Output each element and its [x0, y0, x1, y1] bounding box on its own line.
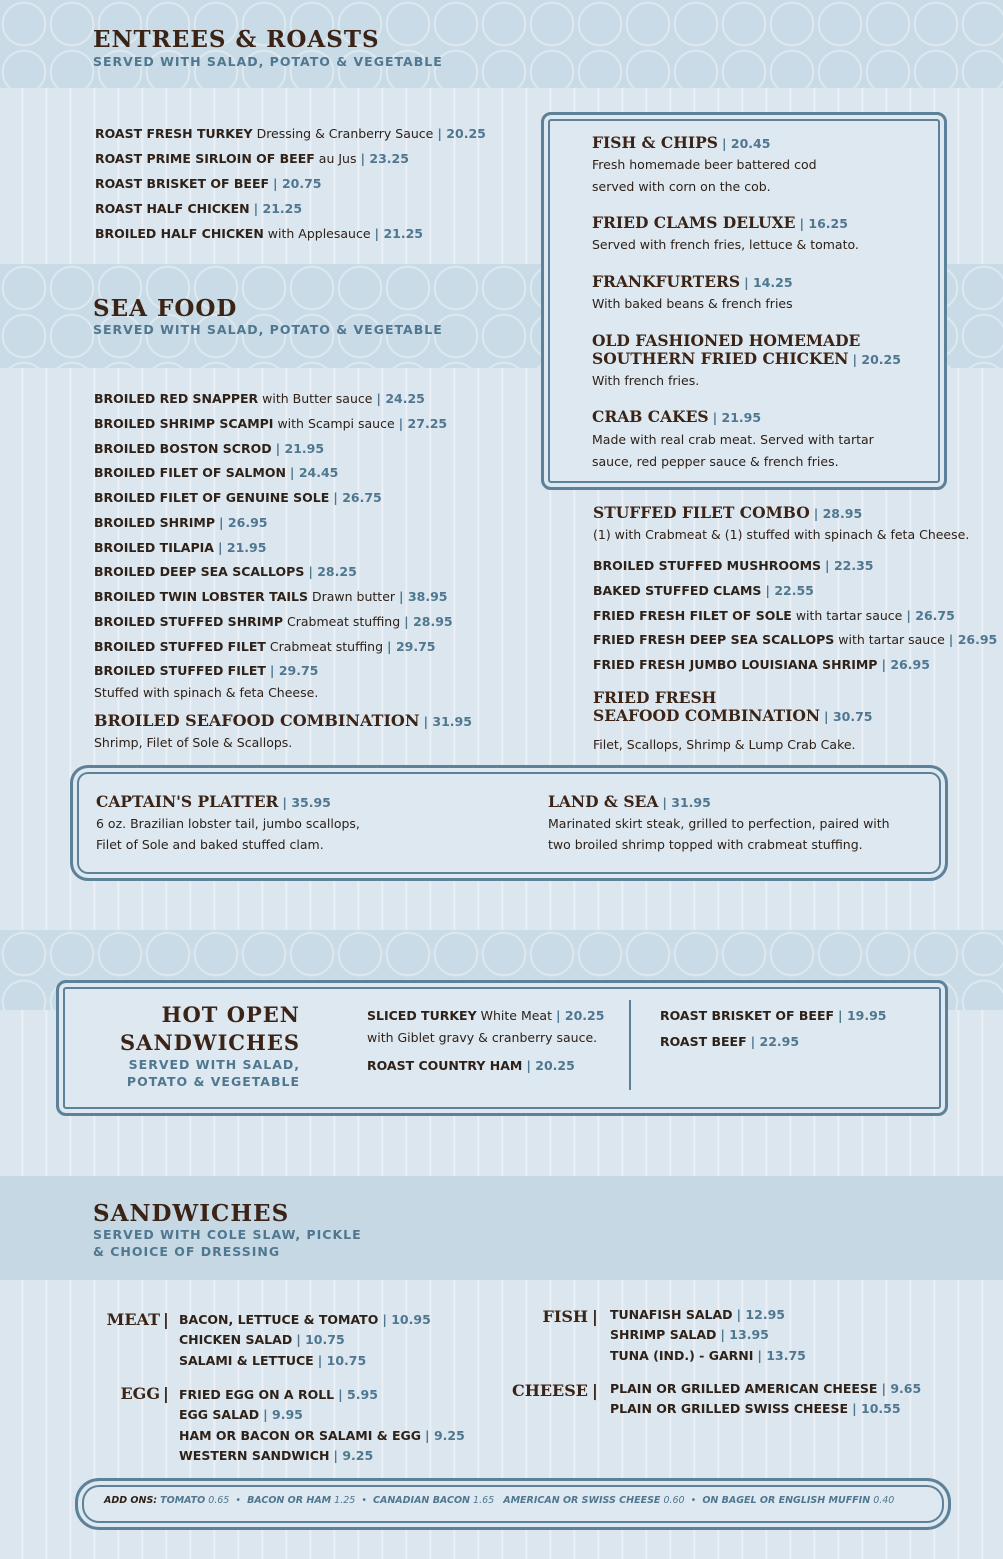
item-name: ROAST HALF CHICKEN	[95, 201, 250, 216]
item-price: | 10.75	[317, 1353, 367, 1368]
item-price: | 21.95	[217, 540, 267, 555]
featured-title: OLD FASHIONED HOMEMADE	[592, 331, 861, 350]
group-separator: |	[163, 1384, 169, 1403]
item-price: | 23.25	[360, 151, 409, 166]
item-name: BROILED SHRIMP SCAMPI	[94, 416, 274, 431]
item-name: HAM OR BACON OR SALAMI & EGG	[179, 1428, 422, 1443]
item-desc: Crabmeat stuffing	[269, 639, 384, 654]
combo-title: SEAFOOD COMBINATION	[593, 706, 821, 725]
featured-desc: Fresh homemade beer battered cod	[592, 157, 817, 172]
item-price: | 9.65	[881, 1381, 922, 1396]
item-desc: Drawn butter	[312, 589, 396, 604]
item-price: | 12.95	[736, 1307, 785, 1322]
list-item	[179, 1353, 366, 1368]
item-name: BAKED STUFFED CLAMS	[593, 583, 762, 598]
addons-label: ADD ONS:	[104, 1495, 158, 1506]
featured-item	[592, 213, 848, 232]
item-price: | 5.95	[338, 1387, 378, 1402]
group-label-meat: MEAT	[106, 1310, 160, 1329]
item-price: | 10.55	[852, 1401, 901, 1416]
combo-price: | 28.95	[813, 506, 863, 521]
list-item	[593, 558, 874, 573]
list-item	[179, 1332, 345, 1347]
list-item	[593, 583, 814, 598]
item-price: | 26.75	[906, 608, 955, 623]
item-price: | 24.45	[289, 465, 339, 480]
item-name: BROILED FILET OF SALMON	[94, 465, 286, 480]
item-name: SHRIMP SALAD	[610, 1327, 717, 1342]
group-label-egg: EGG	[120, 1384, 160, 1403]
item-price: | 28.25	[308, 564, 357, 579]
addons-line: ADD ONS: TOMATO 0.65 • BACON OR HAM 1.25 • CANADIAN BACON 1.65 AMERICAN OR SWISS CHEESE 0.60 • ON BAGEL OR ENGLISH MUFFIN 0.40	[104, 1495, 895, 1506]
featured-item	[592, 407, 761, 426]
item-price: | 20.25	[555, 1008, 605, 1023]
item-price: | 22.95	[750, 1034, 800, 1049]
item-name: BROILED TWIN LOBSTER TAILS	[94, 589, 309, 604]
item-desc: with tartar sauce	[838, 632, 945, 647]
item-price: | 9.25	[333, 1448, 374, 1463]
platter-desc: 6 oz. Brazilian lobster tail, jumbo scallops,	[96, 816, 360, 831]
item-price: | 20.75	[273, 176, 322, 191]
addon-price: 0.60	[663, 1495, 685, 1506]
item-name: CHICKEN SALAD	[179, 1332, 293, 1347]
entrees-title: ENTREES & ROASTS	[93, 26, 380, 53]
list-item	[95, 151, 409, 166]
platter-title: LAND & SEA	[548, 792, 659, 811]
item-price: | 21.95	[275, 441, 325, 456]
list-item	[610, 1327, 769, 1342]
sandwiches-title: SANDWICHES	[93, 1200, 290, 1227]
item-name: FRIED FRESH FILET OF SOLE	[593, 608, 792, 623]
item-price: | 29.75	[269, 663, 319, 678]
seafood-title: SEA FOOD	[93, 295, 238, 322]
item-name: BROILED STUFFED FILET	[94, 639, 266, 654]
item-name: FRIED EGG ON A ROLL	[179, 1387, 335, 1402]
hot-open-title: HOT OPEN	[161, 1002, 300, 1027]
list-item	[610, 1381, 921, 1396]
fried-combo-title	[593, 688, 716, 707]
list-item	[660, 1034, 799, 1049]
item-name: ROAST COUNTRY HAM	[367, 1058, 523, 1073]
item-price: | 20.25	[526, 1058, 575, 1073]
featured-price: | 20.45	[721, 136, 771, 151]
featured-price: | 21.95	[712, 410, 762, 425]
list-item	[95, 176, 322, 191]
platter-desc: two broiled shrimp topped with crabmeat stuffing.	[548, 837, 863, 852]
list-item	[367, 1008, 604, 1023]
featured-desc: With french fries.	[592, 373, 700, 388]
item-price: | 26.75	[333, 490, 382, 505]
combo-title: BROILED SEAFOOD COMBINATION	[94, 711, 420, 730]
item-price: | 24.25	[376, 391, 425, 406]
item-name: ROAST BEEF	[660, 1034, 747, 1049]
list-item	[179, 1312, 431, 1327]
item-price: | 20.25	[437, 126, 486, 141]
stuffed-filet-combo	[593, 503, 862, 522]
seafood-subtitle: SERVED WITH SALAD, POTATO & VEGETABLE	[93, 322, 443, 337]
item-name: BROILED STUFFED FILET	[94, 663, 266, 678]
item-name: ROAST PRIME SIRLOIN OF BEEF	[95, 151, 315, 166]
combo-title: FRIED FRESH	[593, 688, 717, 707]
featured-item	[592, 272, 793, 291]
item-name: FRIED FRESH DEEP SEA SCALLOPS	[593, 632, 835, 647]
item-desc: with Scampi sauce	[277, 416, 395, 431]
featured-price: | 20.25	[852, 352, 901, 367]
item-desc: White Meat	[480, 1008, 552, 1023]
list-item	[94, 589, 448, 604]
item-desc: Dressing & Cranberry Sauce	[256, 126, 434, 141]
item-name: BROILED BOSTON SCROD	[94, 441, 272, 456]
featured-price: | 14.25	[744, 275, 793, 290]
list-item	[95, 201, 302, 216]
addon-price: 1.65	[473, 1495, 495, 1506]
featured-desc: served with corn on the cob.	[592, 179, 771, 194]
featured-title: CRAB CAKES	[592, 407, 709, 426]
hot-open-subtitle: SERVED WITH SALAD,	[128, 1057, 300, 1072]
list-item	[593, 657, 930, 672]
fried-combo-title	[593, 706, 872, 725]
featured-item	[592, 133, 770, 152]
item-name: BROILED DEEP SEA SCALLOPS	[94, 564, 305, 579]
list-item	[610, 1401, 901, 1416]
hot-open-title: SANDWICHES	[120, 1030, 300, 1055]
list-item	[94, 515, 267, 530]
list-item	[179, 1387, 378, 1402]
featured-item	[592, 331, 860, 350]
item-name: ROAST FRESH TURKEY	[95, 126, 253, 141]
item-price: | 22.35	[825, 558, 874, 573]
list-item	[94, 663, 318, 678]
item-price: | 13.95	[720, 1327, 769, 1342]
list-item	[94, 564, 357, 579]
combo-title: STUFFED FILET COMBO	[593, 503, 810, 522]
addon-name: AMERICAN OR SWISS CHEESE	[503, 1495, 661, 1506]
featured-title: SOUTHERN FRIED CHICKEN	[592, 349, 849, 368]
item-name: TUNAFISH SALAD	[610, 1307, 733, 1322]
item-price: | 28.95	[404, 614, 453, 629]
list-item	[95, 226, 423, 241]
platter-item	[96, 792, 331, 811]
list-item	[593, 608, 955, 623]
featured-title: FISH & CHIPS	[592, 133, 718, 152]
platter-desc: Marinated skirt steak, grilled to perfection, paired with	[548, 816, 890, 831]
list-item	[94, 441, 324, 456]
featured-price: | 16.25	[799, 216, 848, 231]
item-desc: au Jus	[318, 151, 357, 166]
item-name: WESTERN SANDWICH	[179, 1448, 330, 1463]
item-name: FRIED FRESH JUMBO LOUISIANA SHRIMP	[593, 657, 878, 672]
list-item	[593, 632, 997, 647]
item-name: BROILED FILET OF GENUINE SOLE	[94, 490, 330, 505]
list-item	[179, 1407, 303, 1422]
addon-name: ON BAGEL OR ENGLISH MUFFIN	[702, 1495, 871, 1506]
platter-item	[548, 792, 711, 811]
item-name: TUNA (IND.) - GARNI	[610, 1348, 754, 1363]
item-desc: with Giblet gravy & cranberry sauce.	[367, 1030, 598, 1045]
item-price: | 10.75	[296, 1332, 345, 1347]
item-price: | 10.95	[382, 1312, 431, 1327]
addon-name: BACON OR HAM	[247, 1495, 332, 1506]
item-price: | 26.95	[219, 515, 268, 530]
featured-desc: Made with real crab meat. Served with tartar	[592, 432, 874, 447]
item-desc: with Applesauce	[267, 226, 371, 241]
item-price: | 13.75	[757, 1348, 806, 1363]
item-price: | 29.75	[387, 639, 436, 654]
stuffed-note: Stuffed with spinach & feta Cheese.	[94, 685, 319, 700]
item-name: ROAST BRISKET OF BEEF	[95, 176, 270, 191]
list-item	[94, 639, 436, 654]
platter-title: CAPTAIN'S PLATTER	[96, 792, 279, 811]
featured-desc: Served with french fries, lettuce & tomato.	[592, 237, 859, 252]
seafood-combination	[94, 711, 472, 730]
list-item	[367, 1058, 575, 1073]
featured-desc: sauce, red pepper sauce & french fries.	[592, 454, 839, 469]
group-separator: |	[163, 1310, 169, 1329]
list-item	[179, 1428, 465, 1443]
hot-open-subtitle: POTATO & VEGETABLE	[126, 1074, 300, 1089]
group-separator: |	[592, 1381, 598, 1400]
item-name: ROAST BRISKET OF BEEF	[660, 1008, 835, 1023]
featured-title: FRIED CLAMS DELUXE	[592, 213, 796, 232]
addon-name: TOMATO	[160, 1495, 206, 1506]
item-name: BACON, LETTUCE & TOMATO	[179, 1312, 379, 1327]
divider	[629, 1000, 631, 1090]
list-item	[95, 126, 486, 141]
list-item	[94, 614, 453, 629]
list-item	[610, 1307, 785, 1322]
combo-desc: Filet, Scallops, Shrimp & Lump Crab Cake.	[593, 737, 856, 752]
item-price: | 26.95	[881, 657, 930, 672]
item-price: | 21.25	[374, 226, 423, 241]
platter-price: | 35.95	[282, 795, 331, 810]
list-item	[179, 1448, 373, 1463]
item-name: PLAIN OR GRILLED SWISS CHEESE	[610, 1401, 849, 1416]
item-price: | 27.25	[398, 416, 448, 431]
item-name: PLAIN OR GRILLED AMERICAN CHEESE	[610, 1381, 878, 1396]
sandwiches-subtitle: SERVED WITH COLE SLAW, PICKLE	[93, 1227, 362, 1242]
item-name: BROILED SHRIMP	[94, 515, 216, 530]
item-name: EGG SALAD	[179, 1407, 260, 1422]
item-name: SLICED TURKEY	[367, 1008, 477, 1023]
list-item	[660, 1008, 887, 1023]
item-price: | 38.95	[399, 589, 448, 604]
item-desc: with tartar sauce	[795, 608, 903, 623]
combo-desc: (1) with Crabmeat & (1) stuffed with spinach & feta Cheese.	[593, 527, 970, 542]
item-price: | 22.55	[765, 583, 814, 598]
item-price: | 19.95	[838, 1008, 887, 1023]
list-item	[94, 465, 338, 480]
combo-price: | 30.75	[824, 709, 873, 724]
list-item	[94, 490, 382, 505]
list-item	[610, 1348, 806, 1363]
item-name: BROILED STUFFED MUSHROOMS	[593, 558, 822, 573]
platter-desc: Filet of Sole and baked stuffed clam.	[96, 837, 324, 852]
item-price: | 26.95	[948, 632, 998, 647]
item-name: BROILED RED SNAPPER	[94, 391, 259, 406]
addon-price: 1.25	[334, 1495, 356, 1506]
entrees-subtitle: SERVED WITH SALAD, POTATO & VEGETABLE	[93, 54, 443, 69]
group-label-cheese: CHEESE	[512, 1381, 588, 1400]
list-item	[94, 416, 447, 431]
featured-item	[592, 349, 901, 368]
group-label-fish: FISH	[542, 1307, 588, 1326]
platter-price: | 31.95	[662, 795, 711, 810]
addon-price: 0.40	[873, 1495, 895, 1506]
list-item	[94, 540, 266, 555]
list-item	[94, 391, 425, 406]
item-price: | 9.95	[263, 1407, 303, 1422]
item-price: | 21.25	[253, 201, 303, 216]
item-price: | 9.25	[425, 1428, 465, 1443]
combo-price: | 31.95	[423, 714, 472, 729]
addon-name: CANADIAN BACON	[373, 1495, 470, 1506]
featured-desc: With baked beans & french fries	[592, 296, 793, 311]
combo-desc: Shrimp, Filet of Sole & Scallops.	[94, 735, 293, 750]
item-name: SALAMI & LETTUCE	[179, 1353, 314, 1368]
item-name: BROILED HALF CHICKEN	[95, 226, 264, 241]
featured-title: FRANKFURTERS	[592, 272, 741, 291]
sandwiches-subtitle: & CHOICE OF DRESSING	[93, 1244, 281, 1259]
group-separator: |	[592, 1307, 598, 1326]
addon-price: 0.65	[208, 1495, 230, 1506]
item-name: BROILED TILAPIA	[94, 540, 214, 555]
item-desc: Crabmeat stuffing	[287, 614, 401, 629]
item-desc: with Butter sauce	[262, 391, 373, 406]
item-name: BROILED STUFFED SHRIMP	[94, 614, 284, 629]
